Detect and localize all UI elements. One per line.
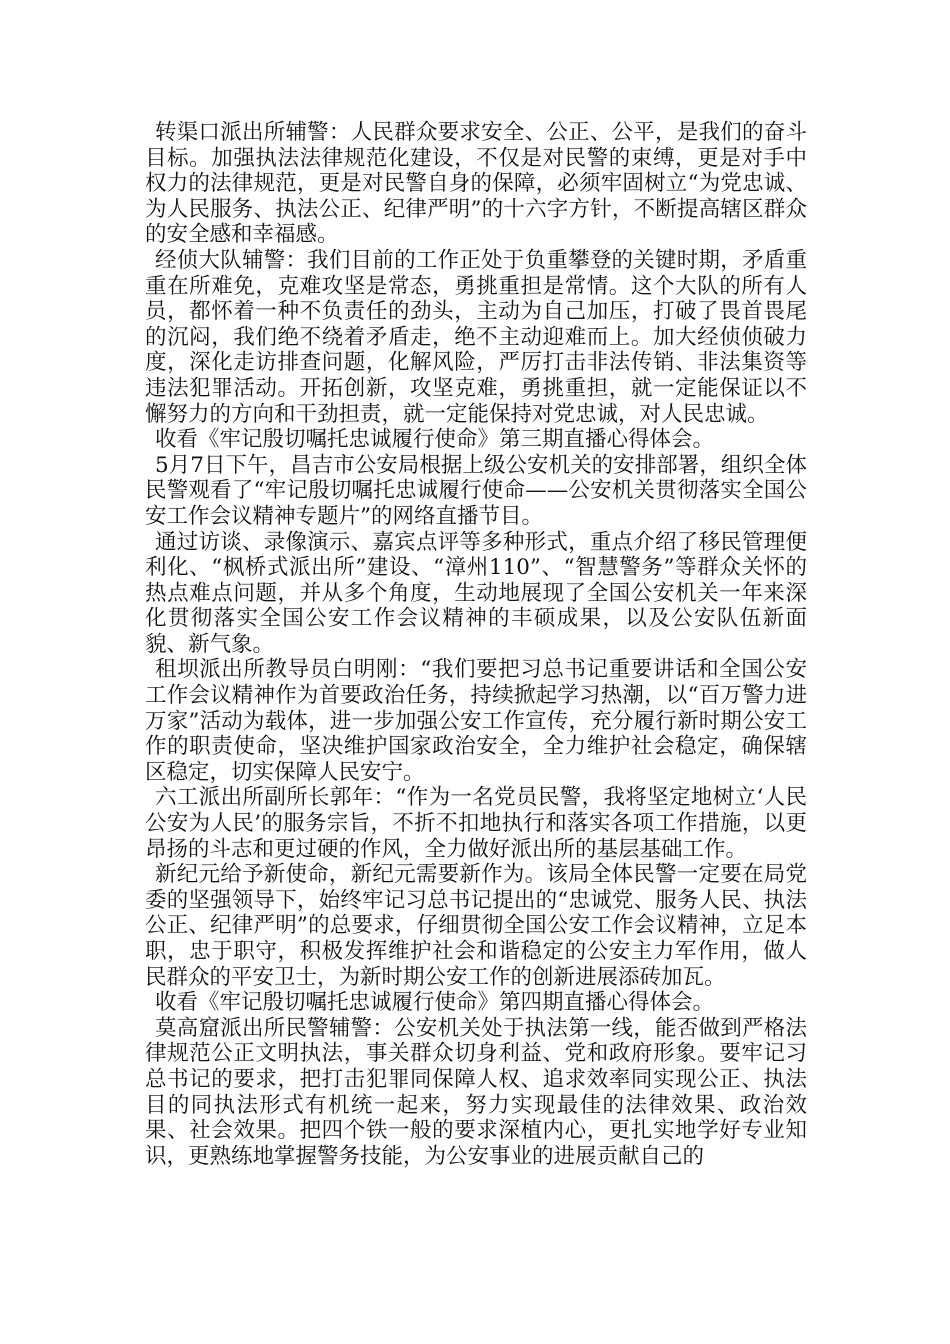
paragraph-program-content: 通过访谈、录像演示、嘉宾点评等多种形式，重点介绍了移民管理便利化、“枫桥式派出所”建设、“漳州110”、“智慧警务”等群众关怀的热点难点问题，并从多个角度，生动地展现了全国公安机关一年来深化贯彻落实全国公安工作会议精神的丰硕成果，以及公安队伍新面貌、新气象。	[145, 529, 807, 657]
document-body	[145, 120, 807, 1169]
paragraph-mogao-grottoes-police: 莫高窟派出所民警辅警：公安机关处于执法第一线，能否做到严格法律规范公正文明执法，事关群众切身利益、党和政府形象。要牢记习总书记的要求，把打击犯罪同保障人权、追求效率同实现公正、执法目的同执法形式有机统一起来，努力实现最佳的法律效果、政治效果、社会效果。把四个铁一般的要求深植内心，更扎实地学好专业知识，更熟练地掌握警务技能，为公安事业的进展贡献自己的	[145, 1015, 807, 1169]
paragraph-zhuanqukou-auxiliary-police: 转渠口派出所辅警：人民群众要求安全、公正、公平，是我们的奋斗目标。加强执法法律规范化建设，不仅是对民警的束缚，更是对手中权力的法律规范，更是对民警自身的保障，必须牢固树立“为党忠诚、为人民服务、执法公正、纪律严明”的十六字方针，不断提高辖区群众的安全感和幸福感。	[145, 120, 807, 248]
paragraph-may-7-viewing: 5月7日下午，昌吉市公安局根据上级公安机关的安排部署，组织全体民警观看了“牢记殷切嘱托忠诚履行使命——公安机关贯彻落实全国公安工作会议精神专题片”的网络直播节目。	[145, 452, 807, 529]
paragraph-third-broadcast-heading: 收看《牢记殷切嘱托忠诚履行使命》第三期直播心得体会。	[155, 427, 715, 453]
paragraph-liugong-deputy-quote: 六工派出所副所长郭年：“作为一名党员民警，我将坚定地树立‘人民公安为人民’的服务宗旨，不折不扣地执行和落实各项工作措施，以更昂扬的斗志和更过硬的作风，全力做好派出所的基层基础工作。	[145, 785, 807, 862]
paragraph-zuba-instructor-quote: 租坝派出所教导员白明刚：“我们要把习总书记重要讲话和全国公安工作会议精神作为首要政治任务，持续掀起学习热潮，以“百万警力进万家”活动为载体，进一步加强公安工作宣传，充分履行新时期公安工作的职责使命，坚决维护国家政治安全，全力维护社会稳定，确保辖区稳定，切实保障人民安宁。	[145, 657, 807, 785]
paragraph-new-era-mission: 新纪元给予新使命，新纪元需要新作为。该局全体民警一定要在局党委的坚强领导下，始终牢记习总书记提出的“忠诚党、服务人民、执法公正、纪律严明”的总要求，仔细贯彻全国公安工作会议精神，立足本职，忠于职守，积极发挥维护社会和谐稳定的公安主力军作用，做人民群众的平安卫士，为新时期公安工作的创新进展添砖加瓦。	[145, 862, 807, 990]
paragraph-economic-investigation-brigade: 经侦大队辅警：我们目前的工作正处于负重攀登的关键时期，矛盾重重在所难免，克难攻坚是常态，勇挑重担是常情。这个大队的所有人员，都怀着一种不负责任的劲头，主动为自己加压，打破了畏首畏尾的沉闷，我们绝不绕着矛盾走，绝不主动迎难而上。加大经侦侦破力度，深化走访排查问题，化解风险，严厉打击非法传销、非法集资等违法犯罪活动。开拓创新，攻坚克难，勇挑重担，就一定能保证以不懈努力的方向和干劲担责，就一定能保持对党忠诚，对人民忠诚。	[145, 247, 807, 427]
paragraph-fourth-broadcast-heading: 收看《牢记殷切嘱托忠诚履行使命》第四期直播心得体会。	[155, 990, 715, 1016]
